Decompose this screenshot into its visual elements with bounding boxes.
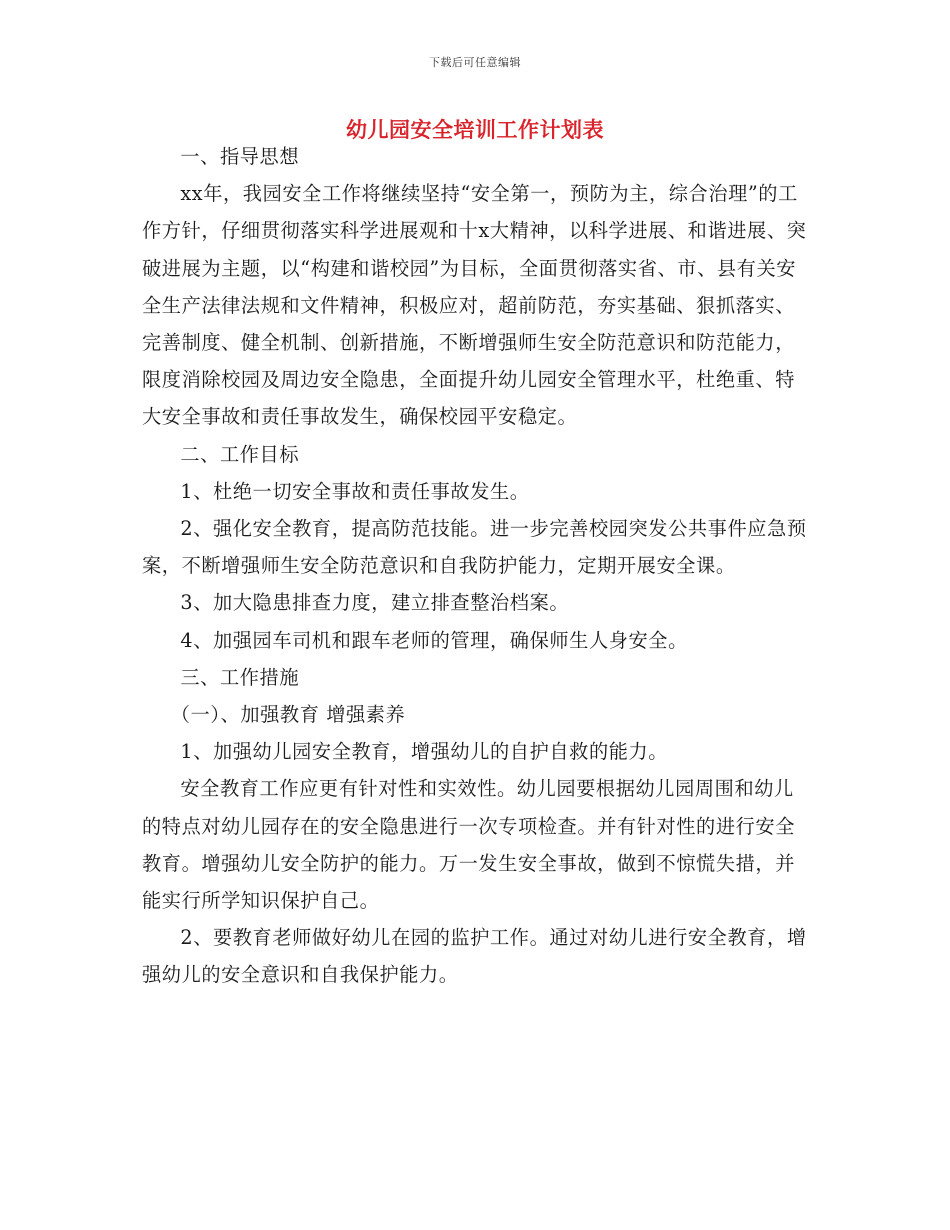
goal-item-1: 1、杜绝一切安全事故和责任事故发生。: [180, 479, 530, 503]
document-body: [142, 138, 812, 994]
measure-item-2: 2、要教育老师做好幼儿在园的监护工作。通过对幼儿进行安全教育，增强幼儿的安全意识和自我保护能力。: [142, 926, 807, 987]
paragraph-safety-education: 安全教育工作应更有针对性和实效性。幼儿园要根据幼儿园周围和幼儿的特点对幼儿园存在的安全隐患进行一次专项检查。并有针对性的进行安全教育。增强幼儿安全防护的能力。万一发生安全事故，做到不惊慌失措，并能实行所学知识保护自己。: [142, 777, 795, 913]
paragraph-guiding-ideology: xx年，我园安全工作将继续坚持“安全第一，预防为主，综合治理”的工作方针，仔细贯彻落实科学进展观和十x大精神，以科学进展、和谐进展、突破进展为主题，以“构建和谐校园”为目标，全面贯彻落实省、市、县有关安全生产法律法规和文件精神，积极应对，超前防范，夯实基础、狠抓落实、完善制度、健全机制、创新措施，不断增强师生安全防范意识和防范能力，限度消除校园及周边安全隐患，全面提升幼儿园安全管理水平，杜绝重、特大安全事故和责任事故发生，确保校园平安稳定。: [142, 182, 807, 429]
section-heading-work-goals: 二、工作目标: [180, 442, 300, 466]
section-heading-work-measures: 三、工作措施: [180, 665, 300, 689]
header-note: 下载后可任意编辑: [429, 56, 521, 69]
goal-item-3: 3、加大隐患排查力度，建立排查整治档案。: [180, 591, 570, 615]
measure-item-1: 1、加强幼儿园安全教育，增强幼儿的自护自救的能力。: [180, 740, 669, 764]
document-title: 幼儿园安全培训工作计划表: [346, 118, 604, 142]
goal-item-2: 2、强化安全教育，提高防范技能。进一步完善校园突发公共事件应急预案，不断增强师生安全防范意识和自我防护能力，定期开展安全课。: [142, 517, 807, 578]
subsection-heading-education: （一）、加强教育 增强素养: [170, 703, 406, 727]
goal-item-4: 4、加强园车司机和跟车老师的管理，确保师生人身安全。: [180, 628, 688, 652]
section-heading-guiding-ideology: 一、指导思想: [180, 145, 300, 168]
